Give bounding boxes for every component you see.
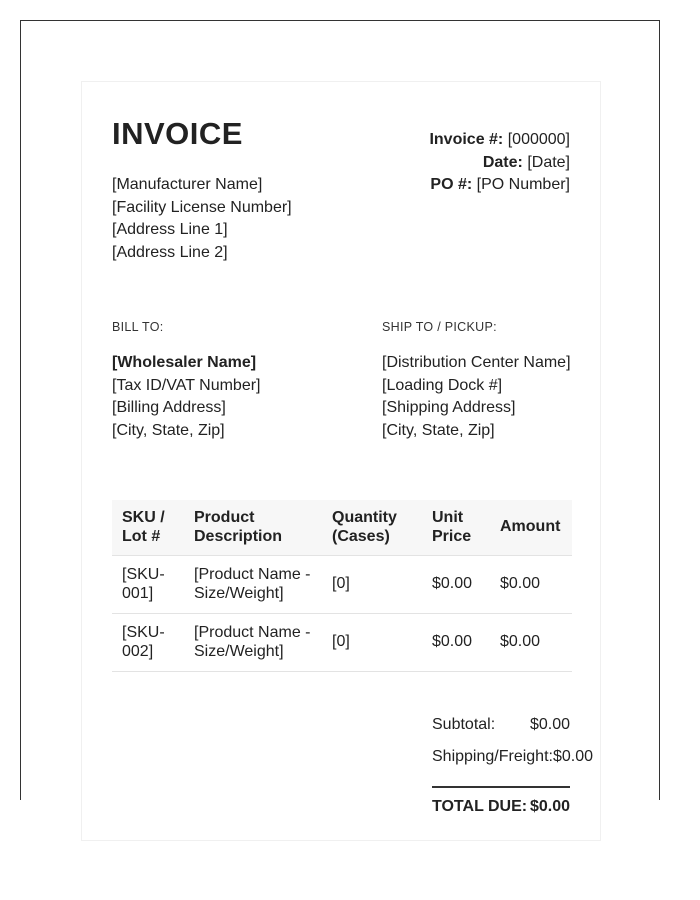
po-label: PO #: (430, 176, 473, 193)
table-row (112, 556, 572, 614)
po-value: [PO Number] (476, 176, 570, 193)
cell-sku: [SKU-002] (112, 614, 184, 672)
cell-unit-price: $0.00 (422, 614, 490, 672)
cell-unit-price: $0.00 (422, 556, 490, 614)
page-frame (20, 20, 660, 815)
invoice-sheet (81, 81, 601, 841)
cell-quantity: [0] (322, 614, 422, 672)
billing-city: [City, State, Zip] (112, 421, 225, 439)
cell-quantity: [0] (322, 556, 422, 614)
date-row (429, 152, 570, 175)
header-description: Product Description (184, 500, 322, 556)
invoice-number-label: Invoice #: (429, 131, 504, 148)
invoice-number-value: [000000] (507, 131, 570, 148)
header-unit-price: Unit Price (422, 500, 490, 556)
header-quantity: Quantity (Cases) (322, 500, 422, 556)
shipping-city: [City, State, Zip] (382, 421, 495, 439)
cell-description: [Product Name - Size/Weight] (184, 556, 322, 614)
date-label: Date: (482, 153, 523, 171)
line-items-table (112, 500, 572, 672)
shipping-value: $0.00 (553, 748, 594, 765)
distribution-center: [Distribution Center Name] (382, 354, 571, 371)
invoice-title: INVOICE (112, 116, 243, 151)
shipping-address: [Shipping Address] (382, 399, 516, 416)
address-line-1: [Address Line 1] (112, 221, 228, 238)
table-header-row (112, 500, 572, 556)
tax-id: [Tax ID/VAT Number] (112, 376, 261, 394)
total-due-label: TOTAL DUE: (432, 798, 528, 815)
ship-to-block (382, 352, 571, 442)
invoice-meta (429, 129, 570, 197)
subtotal-label: Subtotal: (432, 716, 496, 733)
wholesaler-name: [Wholesaler Name] (112, 354, 257, 371)
total-due-value: $0.00 (530, 798, 571, 815)
address-line-2: [Address Line 2] (112, 243, 228, 261)
bill-to-block (112, 352, 260, 442)
header-sku: SKU / Lot # (112, 500, 184, 556)
total-due-row (432, 798, 571, 816)
invoice-number-row (429, 129, 570, 152)
manufacturer-block (112, 174, 292, 264)
ship-to-label: SHIP TO / PICKUP: (382, 320, 497, 334)
manufacturer-name: [Manufacturer Name] (112, 176, 263, 193)
po-row (429, 174, 570, 197)
cell-amount: $0.00 (490, 614, 572, 672)
facility-license: [Facility License Number] (112, 198, 292, 216)
shipping-label: Shipping/Freight: (432, 748, 553, 765)
header-amount: Amount (490, 500, 572, 556)
totals-divider (432, 786, 570, 788)
cell-description: [Product Name - Size/Weight] (184, 614, 322, 672)
bill-to-label: BILL TO: (112, 320, 164, 334)
cell-amount: $0.00 (490, 556, 572, 614)
cell-sku: [SKU-001] (112, 556, 184, 614)
subtotal-value: $0.00 (530, 716, 571, 733)
table-row (112, 614, 572, 672)
loading-dock: [Loading Dock #] (382, 376, 503, 394)
date-value: [Date] (527, 153, 570, 171)
billing-address: [Billing Address] (112, 399, 226, 416)
